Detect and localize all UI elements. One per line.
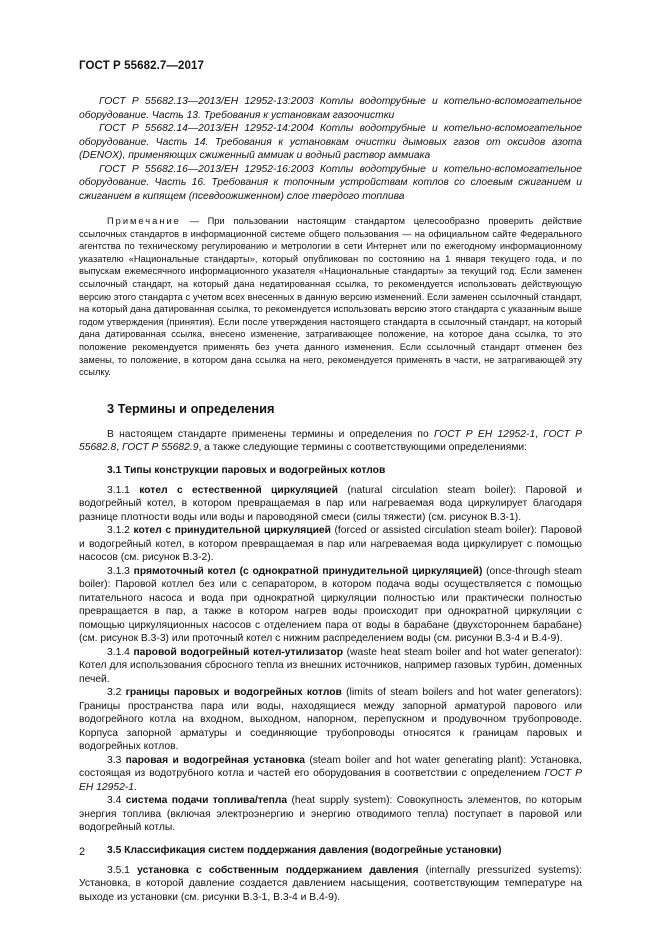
normative-reference-3: ГОСТ Р 55682.16—2013/EH 12952-16:2003 Котлы водотрубные и котельно-вспомогательное оборудование. Часть 16. Требования к топочным устройствам котлов со слоевым сжиганием и сжиганием в кипящем (псевдоожиженном) слое твердого топлива — [79, 163, 582, 202]
term-ref: ГОСТ Р ЕН 12952-1 — [79, 768, 582, 793]
subsection-heading: 3.1 Типы конструкции паровых и водогрейных котлов — [107, 464, 386, 476]
term-number: 3.2 — [107, 687, 126, 699]
term-3-1-2 — [79, 524, 582, 565]
intro-ref: ГОСТ Р ЕН 12952-1 — [433, 428, 536, 440]
term-3-1-3 — [79, 565, 582, 646]
term-number: 3.1.1 — [107, 484, 140, 496]
intro-ref: ГОСТ Р 55682.8 — [79, 428, 582, 454]
term-definition: (waste heat steam boiler and hot water generator): Котел для использования сбросного тепла из внешних источников, например газовых турбин, доменных печей. — [79, 646, 583, 685]
term-number: 3.5.1 — [107, 864, 138, 876]
intro-text: , — [535, 428, 544, 440]
term-number: 3.3 — [107, 754, 126, 766]
term-number: 3.4 — [107, 795, 126, 807]
term-number: 3.1.3 — [107, 565, 134, 577]
term-number: 3.1.4 — [107, 646, 134, 658]
term-definition: (internally pressurized systems): Установка, в которой давление создается давлением насыщения, соответствующим температуре на выходе из установки (см. рисунки В.3-1, В.3-4 и В.4-9). — [79, 864, 582, 903]
term-definition: (limits of steam boilers and hot water generators): Границы пространства пара или воды, находящиеся между запорной арматурой парового или водогрейного котла на входном, выходном, напорном, перепускном и продувочном трубопроводе. Корпуса запорной арматуры и соединяющие трубопроводы относятся к границам паровых и водогрейных котлов. — [79, 687, 582, 753]
term-3-2 — [79, 686, 582, 754]
term-3-1-1 — [79, 484, 582, 525]
page-number: 2 — [79, 846, 86, 858]
term-definition: (steam boiler and hot water generating plant): Установка, состоящая из водотрубного котла и частей его оборудования в соответствии с определением — [79, 754, 582, 780]
term-name: паровая и водогрейная установка — [125, 754, 305, 766]
reference-note — [79, 215, 582, 379]
term-name: котел с принудительной циркуляцией — [133, 525, 331, 537]
note-text: — При пользовании настоящим стандартом целесообразно проверить действие ссылочных стандартов в информационной системе общего пользования — на официальном сайте Федерального агентства по техническому регулированию и метрологии в сети Интернет или по ежегодному информационному указателю «Национальные стандарты», который опубликован по состоянию на 1 января текущего года, и по выпускам ежемесячного информационного указателя «Национальные стандарты» за текущий год. Если заменен ссылочный стандарт, на который дана недатированная ссылка, то рекомендуется использовать действующую версию этого стандарта с учетом всех внесенных в данную версию изменений. Если заменен ссылочный стандарт, на который дана датированная ссылка, то рекомендуется использовать версию этого стандарта с указанным выше годом утверждения (принятия). Если после утверждения настоящего стандарта в ссылочный стандарт, на который дана датированная ссылка, внесено изменение, затрагивающее положение, на которое дана ссылка, то это положение рекомендуется применять без учета данного изменения. Если ссылочный стандарт отменен без замены, то положение, в котором дана ссылка на него, рекомендуется применять в части, не затрагивающей эту ссылку. — [79, 216, 582, 378]
term-name: границы паровых и водогрейных котлов — [125, 687, 342, 699]
intro-text: , — [116, 442, 122, 454]
term-definition: . — [133, 781, 137, 793]
term-3-5-1 — [79, 864, 582, 905]
term-name: паровой водогрейный котел-утилизатор — [133, 646, 344, 658]
term-name: установка с собственным поддержанием давления — [137, 864, 419, 876]
normative-reference-1: ГОСТ Р 55682.13—2013/EH 12952-13:2003 Котлы водотрубные и котельно-вспомогательное оборудование. Часть 13. Требования к установкам газоочистки — [79, 96, 582, 121]
term-3-4 — [79, 794, 582, 835]
subsection-heading: 3.5 Классификация систем поддержания давления (водогрейные установки) — [107, 844, 502, 856]
intro-ref: ГОСТ Р 55682.9 — [121, 442, 199, 454]
intro-text: В настоящем стандарте применены термины и определения по — [107, 428, 434, 440]
section-title: 3 Термины и определения — [107, 400, 275, 416]
note-label: Примечание — [107, 216, 181, 226]
term-definition: (once-through steam boiler): Паровой котлел без или с сепаратором, в котором подача воды осуществляется с помощью питательного насоса и вода при однократной циркуляции полностью или практически полностью превращается в пар, а также в котором нагрев воды происходит при однократной циркуляции с помощью циркуляционных насосов с отделением пара от воды в барабане (двухстороннем барабане) (см. рисунок В.3-3) или проточный котел с нижним распределением воды (см. рисунки В.3-4 и В.4-9). — [79, 565, 582, 645]
term-name: котел с естественной циркуляцией — [139, 484, 339, 496]
normative-reference-2: ГОСТ Р 55682.14—2013/EH 12952-14:2004 Котлы водотрубные и котельно-вспомогательное оборудование. Часть 14. Требования к установкам очистки дымовых газов от оксидов азота (DENOX), применяющих сжиженный аммиак и водный раствор аммиака — [79, 123, 582, 161]
term-number: 3.1.2 — [107, 525, 134, 537]
term-definition: (natural circulation steam boiler): Паровой и водогрейный котел, в котором превращаемая в пар или нагреваемая вода циркулирует благодаря разнице плотности воды или воды и пароводяной смеси (силы тяжести) (см. рисунок В.3-1). — [79, 484, 582, 523]
term-definition: (forced or assisted circulation steam boiler): Паровой и водогрейный котел, в котором превращаемая в пар или нагреваемая вода циркулирует с помощью насосов (см. рисунок В.3-2). — [79, 525, 582, 564]
document-header: ГОСТ Р 55682.7—2017 — [79, 60, 204, 72]
intro-text: , а также следующие термины с соответствующими определениями: — [198, 442, 528, 454]
term-name: прямоточный котел (с однократной принудительной циркуляцией) — [133, 565, 483, 577]
page-content — [79, 95, 582, 904]
term-definition: (heat supply system): Совокупность элементов, по которым энергия топлива (включая электроэнергию и энергию отводимого тепла) поступает в паровой или водогрейный котлы. — [79, 795, 582, 834]
term-3-3 — [79, 754, 582, 795]
term-3-1-4 — [79, 646, 582, 687]
section-intro — [79, 428, 582, 455]
term-name: система подачи топлива/тепла — [125, 795, 288, 807]
